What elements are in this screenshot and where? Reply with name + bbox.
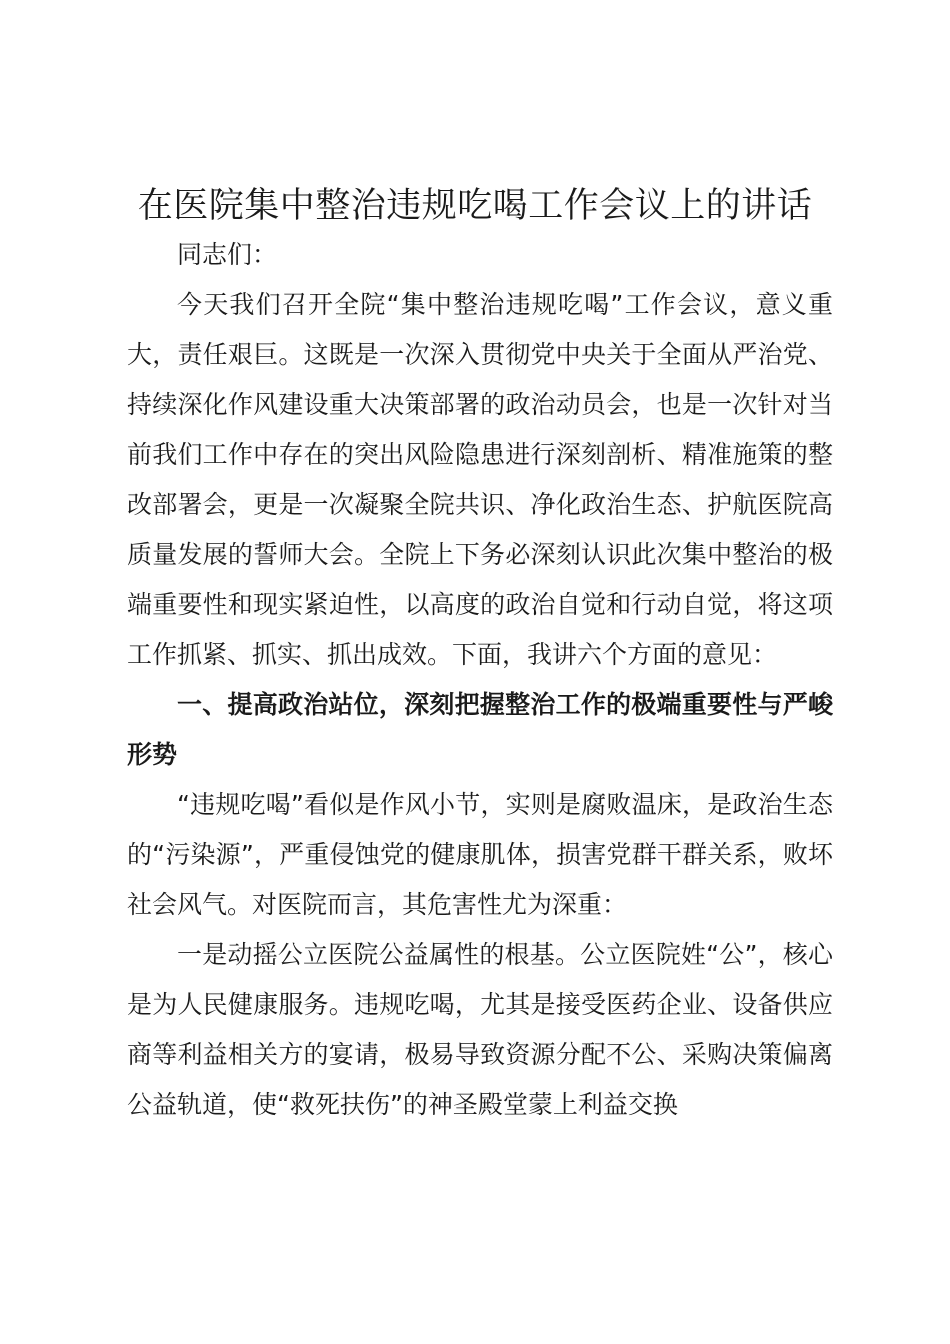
document-body — [127, 230, 833, 1130]
section-heading-1: 一、提高政治站位，深刻把握整治工作的极端重要性与严峻形势 — [127, 690, 833, 769]
intro-paragraph: 今天我们召开全院“集中整治违规吃喝”工作会议，意义重大，责任艰巨。这既是一次深入贯彻党中央关于全面从严治党、持续深化作风建设重大决策部署的政治动员会，也是一次针对当前我们工作中存在的突出风险隐患进行深刻剖析、精准施策的整改部署会，更是一次凝聚全院共识、净化政治生态、护航医院高质量发展的誓师大会。全院上下务必深刻认识此次集中整治的极端重要性和现实紧迫性，以高度的政治自觉和行动自觉，将这项工作抓紧、抓实、抓出成效。下面，我讲六个方面的意见： — [127, 290, 833, 669]
salutation-paragraph: 同志们： — [177, 240, 278, 269]
body-paragraph: “违规吃喝”看似是作风小节，实则是腐败温床，是政治生态的“污染源”，严重侵蚀党的健康肌体，损害党群干群关系，败坏社会风气。对医院而言，其危害性尤为深重： — [127, 790, 833, 919]
body-paragraph: 一是动摇公立医院公益属性的根基。公立医院姓“公”，核心是为人民健康服务。违规吃喝，尤其是接受医药企业、设备供应商等利益相关方的宴请，极易导致资源分配不公、采购决策偏离公益轨道，使“救死扶伤”的神圣殿堂蒙上利益交换 — [127, 940, 833, 1119]
document-title: 在医院集中整治违规吃喝工作会议上的讲话 — [137, 186, 813, 226]
